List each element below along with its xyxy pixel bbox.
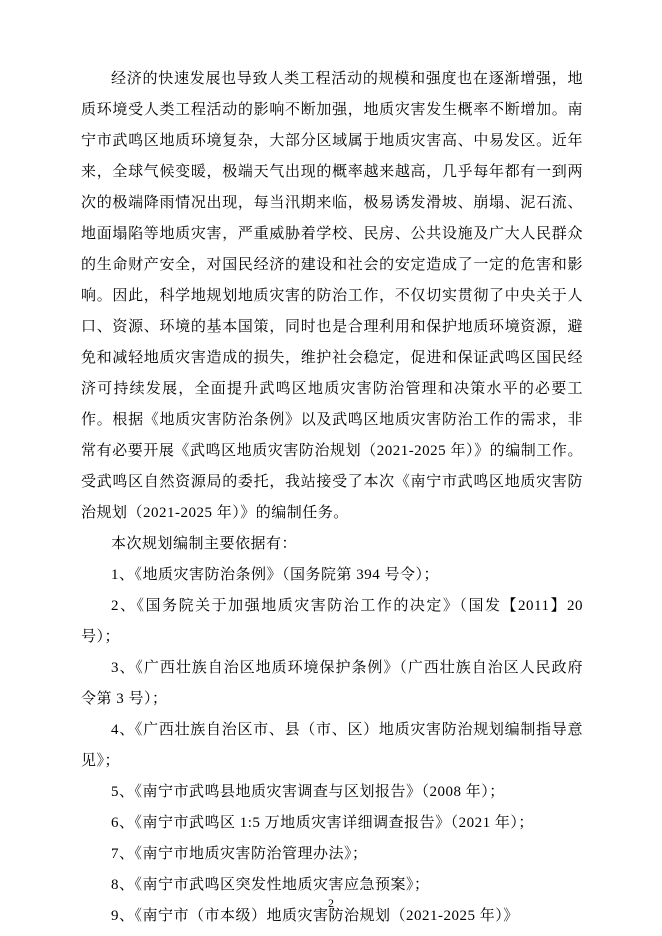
references-intro: 本次规划编制主要依据有： [111, 536, 298, 552]
reference-item: 3、《广西壮族自治区地质环境保护条例》（广西壮族自治区人民政府令第 3 号）； [81, 660, 583, 707]
reference-item: 5、《南宁市武鸣县地质灾害调查与区划报告》（2008 年）； [111, 784, 505, 800]
page-content [81, 64, 583, 932]
reference-item: 9、《南宁市（市本级）地质灾害防治规划（2021-2025 年）》 [111, 908, 519, 924]
reference-item: 1、《地质灾害防治条例》（国务院第 394 号令）； [111, 567, 440, 583]
reference-item: 7、《南宁市地质灾害防治管理办法》； [111, 846, 368, 862]
page-number: 2 [328, 896, 334, 910]
reference-item: 2、《国务院关于加强地质灾害防治工作的决定》（国发【2011】20 号）； [81, 598, 583, 645]
reference-item: 4、《广西壮族自治区市、县（市、区）地质灾害防治规划编制指导意见》； [81, 722, 583, 769]
reference-item: 6、《南宁市武鸣区 1:5 万地质灾害详细调查报告》（2021 年）； [111, 815, 534, 831]
reference-item: 8、《南宁市武鸣区突发性地质灾害应急预案》； [111, 877, 430, 893]
intro-paragraph: 经济的快速发展也导致人类工程活动的规模和强度也在逐渐增强，地质环境受人类工程活动的影响不断加强，地质灾害发生概率不断增加。南宁市武鸣区地质环境复杂，大部分区域属于地质灾害高、中易发区。近年来，全球气候变暖，极端天气出现的概率越来越高，几乎每年都有一到两次的极端降雨情况出现，每当汛期来临，极易诱发滑坡、崩塌、泥石流、地面塌陷等地质灾害，严重威胁着学校、民房、公共设施及广大人民群众的生命财产安全，对国民经济的建设和社会的安定造成了一定的危害和影响。因此，科学地规划地质灾害的防治工作，不仅切实贯彻了中央关于人口、资源、环境的基本国策，同时也是合理利用和保护地质环境资源，避免和减轻地质灾害造成的损失，维护社会稳定，促进和保证武鸣区国民经济可持续发展，全面提升武鸣区地质灾害防治管理和决策水平的必要工作。根据《地质灾害防治条例》以及武鸣区地质灾害防治工作的需求，非常有必要开展《武鸣区地质灾害防治规划（2021-2025 年）》的编制工作。受武鸣区自然资源局的委托，我站接受了本次《南宁市武鸣区地质灾害防治规划（2021-2025 年）》的编制任务。 [81, 71, 583, 521]
